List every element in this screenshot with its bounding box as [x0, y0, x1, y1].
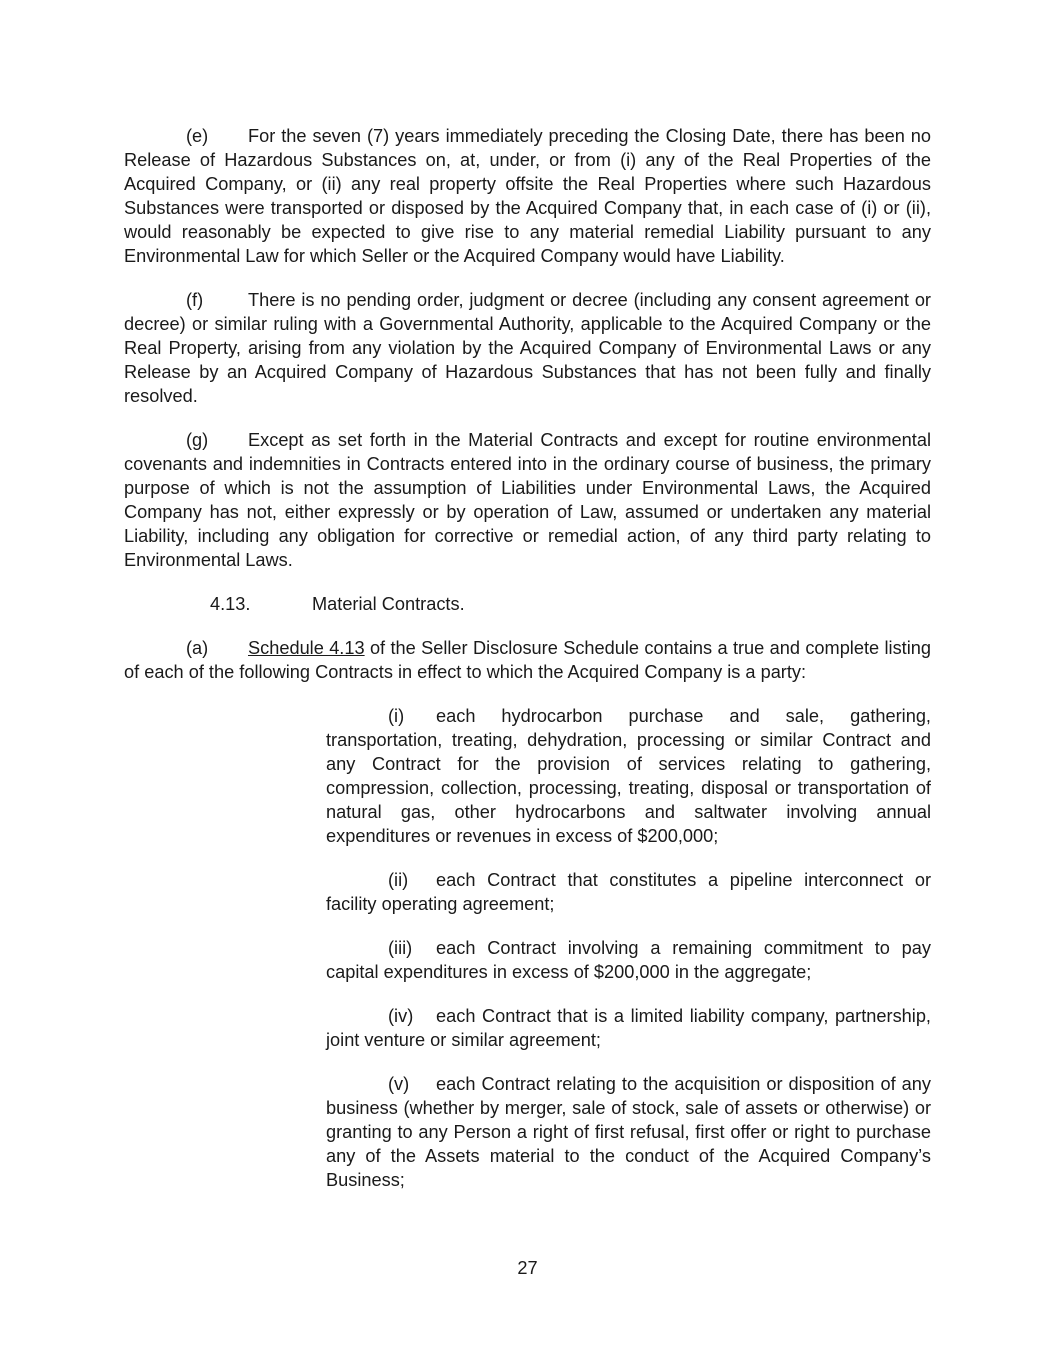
list-item-text: each Contract that is a limited liability company, partnership, joint venture or similar agreement; [326, 1006, 931, 1050]
paragraph-g-label: (g) [186, 430, 209, 450]
section-heading [210, 592, 465, 616]
list-item-ii [326, 868, 931, 916]
section-title: Material Contracts. [312, 594, 465, 614]
list-item-i [326, 704, 931, 848]
list-item-label: (v) [388, 1074, 410, 1094]
list-item-text: each Contract that constitutes a pipeline interconnect or facility operating agreement; [326, 870, 931, 914]
list-item-label: (ii) [388, 870, 409, 890]
paragraph-f [124, 288, 931, 408]
paragraph-f-text: There is no pending order, judgment or decree (including any consent agreement or decree) or similar ruling with a Governmental Authority, applicable to the Acquired Company or the Real Property, arising from any violation by the Acquired Company of Environmental Laws or any Release by an Acquired Company of Hazardous Substances that has not been fully and finally resolved. [124, 290, 931, 406]
paragraph-g-text: Except as set forth in the Material Contracts and except for routine environmental covenants and indemnities in Contracts entered into in the ordinary course of business, the primary purpose of which is not the assumption of Liabilities under Environmental Laws, the Acquired Company has not, either expressly or by operation of Law, assumed or undertaken any material Liability, including any obligation for corrective or remedial action, of any third party relating to Environmental Laws. [124, 430, 931, 570]
paragraph-g [124, 428, 931, 572]
paragraph-e-text: For the seven (7) years immediately preceding the Closing Date, there has been no Release of Hazardous Substances on, at, under, or from (i) any of the Real Properties of the Acquired Company, or (ii) any real property offsite the Real Properties where such Hazardous Substances were transported or disposed by the Acquired Company that, in each case of (i) or (ii), would reasonably be expected to give rise to any material remedial Liability pursuant to any Environmental Law for which Seller or the Acquired Company would have Liability. [124, 126, 931, 266]
page-number: 27 [517, 1258, 538, 1278]
list-item-text: each hydrocarbon purchase and sale, gathering, transportation, treating, dehydration, processing or similar Contract and any Contract for the provision of services relating to gathering, compression, collection, processing, treating, disposal or transportation of natural gas, other hydrocarbons and saltwater involving annual expenditures or revenues in excess of $200,000; [326, 706, 931, 846]
paragraph-e-label: (e) [186, 126, 209, 146]
list-item-label: (i) [388, 706, 405, 726]
list-item-text: each Contract involving a remaining commitment to pay capital expenditures in excess of $200,000 in the aggregate; [326, 938, 931, 982]
list-item-label: (iv) [388, 1006, 414, 1026]
paragraph-a-text: of the Seller Disclosure Schedule contains a true and complete listing of each of the following Contracts in effect to which the Acquired Company is a party: [124, 638, 931, 682]
paragraph-f-label: (f) [186, 290, 204, 310]
schedule-reference: Schedule 4.13 [248, 638, 365, 658]
list-item-iii [326, 936, 931, 984]
paragraph-a-label: (a) [186, 638, 209, 658]
section-number: 4.13. [210, 594, 251, 614]
list-item-text: each Contract relating to the acquisition or disposition of any business (whether by merger, sale of stock, sale of assets or otherwise) or granting to any Person a right of first refusal, first offer or right to purchase any of the Assets material to the conduct of the Acquired Company’s Business; [326, 1074, 931, 1190]
list-item-label: (iii) [388, 938, 413, 958]
paragraph-a [124, 636, 931, 684]
list-item-iv [326, 1004, 931, 1052]
list-item-v [326, 1072, 931, 1192]
paragraph-e [124, 124, 931, 268]
